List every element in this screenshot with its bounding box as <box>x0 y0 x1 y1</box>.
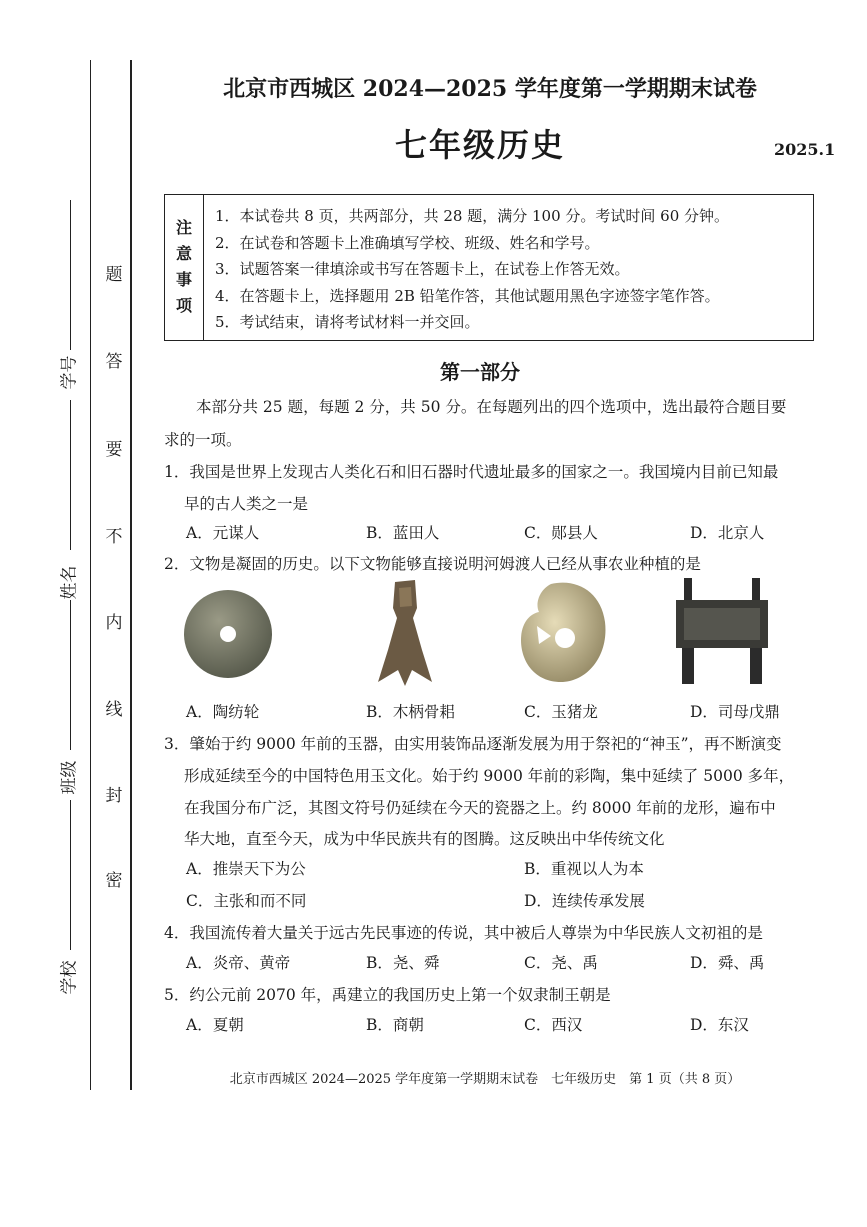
notice-label-char: 注 <box>175 218 192 237</box>
question-2-option-b: B．木柄骨耜 <box>366 703 455 721</box>
fill-line-class <box>70 600 71 750</box>
section-intro: 求的一项。 <box>164 431 242 449</box>
school-label: 学校 <box>59 960 80 995</box>
question-2-stem: 2．文物是凝固的历史。以下文物能够直接说明河姆渡人已经从事农业种植的是 <box>164 555 701 573</box>
question-1-stem: 1．我国是世界上发现古人类化石和旧石器时代遗址最多的国家之一。我国境内目前已知最 <box>164 463 779 481</box>
exam-date: 2025.1 <box>774 140 836 159</box>
notice-item: 5．考试结束，请将考试材料一并交回。 <box>215 313 480 331</box>
question-3-option-d: D．连续传承发展 <box>524 892 645 910</box>
notice-label-char: 项 <box>175 296 192 315</box>
seal-char: 线 <box>105 700 123 720</box>
question-4-option-a: A．炎帝、黄帝 <box>186 954 291 972</box>
notice-label <box>165 195 204 340</box>
seal-char: 题 <box>105 265 123 285</box>
seal-char: 答 <box>105 352 123 372</box>
jade-pig-dragon-image <box>517 578 609 686</box>
question-5-option-a: A．夏朝 <box>186 1016 244 1034</box>
exam-subject: 七年级历史 <box>394 126 565 164</box>
question-3-stem: 在我国分布广泛，其图文符号仍延续在今天的瓷器之上。约 8000 年前的龙形，遍布中 <box>184 799 776 817</box>
question-3-stem: 3．肇始于约 9000 年前的玉器，由实用装饰品逐渐发展为用于祭祀的“神玉”，再不断演变 <box>164 735 782 753</box>
question-4-option-d: D．舜、禹 <box>690 954 765 972</box>
question-1-option-d: D．北京人 <box>690 524 765 542</box>
seal-char: 密 <box>105 871 123 891</box>
name-label: 姓名 <box>59 565 80 600</box>
notice-item: 2．在试卷和答题卡上准确填写学校、班级、姓名和学号。 <box>215 233 600 252</box>
pottery-spindle-whorl-image <box>182 588 274 680</box>
section-title: 第一部分 <box>440 360 520 384</box>
fill-line-name <box>70 400 71 550</box>
question-1-option-b: B．蓝田人 <box>366 524 440 542</box>
notice-items <box>215 203 729 336</box>
question-1-option-a: A．元谋人 <box>186 524 260 542</box>
notice-box <box>164 194 814 341</box>
seal-char: 不 <box>105 527 123 547</box>
question-1-stem: 早的古人类之一是 <box>184 495 309 513</box>
section-intro: 本部分共 25 题，每题 2 分，共 50 分。在每题列出的四个选项中，选出最符合题目要 <box>196 398 787 416</box>
question-5-stem: 5．约公元前 2070 年，禹建立的我国历史上第一个奴隶制王朝是 <box>164 986 611 1004</box>
notice-item: 3．试题答案一律填涂或书写在答题卡上，在试卷上作答无效。 <box>215 260 630 278</box>
fill-line-student-id <box>70 200 71 350</box>
binding-line-outer <box>130 60 132 1090</box>
question-3-option-a: A．推崇天下为公 <box>186 860 306 878</box>
class-label: 班级 <box>59 760 80 795</box>
notice-item: 4．在答题卡上，选择题用 2B 铅笔作答，其他试题用黑色字迹签字笔作答。 <box>215 286 720 305</box>
question-2-option-d: D．司母戊鼎 <box>690 703 780 721</box>
question-3-stem: 华大地，直至今天，成为中华民族共有的图腾。这反映出中华传统文化 <box>184 830 665 848</box>
seal-char: 要 <box>105 440 123 460</box>
question-2-option-a: A．陶纺轮 <box>186 703 260 721</box>
question-3-option-c: C．主张和而不同 <box>186 892 307 910</box>
seal-char: 封 <box>105 786 123 806</box>
question-3-stem: 形成延续至今的中国特色用玉文化。始于约 9000 年前的彩陶，集中延续了 5000 多年， <box>184 767 795 785</box>
simuwu-ding-image <box>670 578 774 686</box>
question-4-option-b: B．尧、舜 <box>366 954 440 972</box>
question-2-option-c: C．玉猪龙 <box>524 703 598 721</box>
question-4-option-c: C．尧、禹 <box>524 954 598 972</box>
question-3-option-b: B．重视以人为本 <box>524 860 644 878</box>
question-1-option-c: C．郧县人 <box>524 524 598 542</box>
notice-label-char: 意 <box>175 244 192 263</box>
fill-line-school <box>70 800 71 950</box>
wooden-handled-bone-spade-image <box>370 578 440 688</box>
notice-item: 1．本试卷共 8 页，共两部分，共 28 题，满分 100 分。考试时间 60 分钟。 <box>215 207 730 225</box>
question-4-stem: 4．我国流传着大量关于远古先民事迹的传说，其中被后人尊崇为中华民族人文初祖的是 <box>164 924 763 942</box>
student-id-label: 学号 <box>59 355 80 390</box>
question-5-option-c: C．西汉 <box>524 1016 583 1034</box>
question-5-option-b: B．商朝 <box>366 1016 424 1034</box>
binding-line-inner <box>90 60 91 1090</box>
page-footer: 北京市西城区 2024—2025 学年度第一学期期末试卷 七年级历史 第 1 页（共 8 页） <box>229 1072 741 1087</box>
question-5-option-d: D．东汉 <box>690 1016 749 1034</box>
seal-char: 内 <box>105 613 123 633</box>
exam-title: 北京市西城区 2024—2025 学年度第一学期期末试卷 <box>223 76 757 102</box>
notice-label-char: 事 <box>175 270 192 289</box>
